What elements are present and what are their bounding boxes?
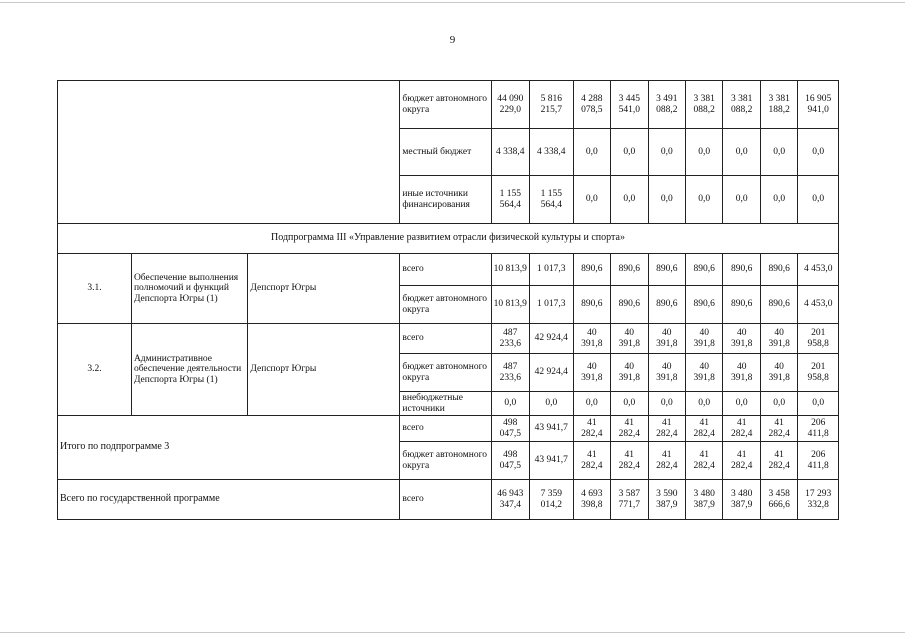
value-cell: 41 282,4	[685, 416, 722, 442]
value-cell: 0,0	[685, 129, 722, 176]
grand-total-label: Всего по государственной программе	[58, 480, 400, 520]
blank-merged-cell	[58, 81, 400, 224]
value-cell: 42 924,4	[530, 354, 574, 392]
value-cell: 890,6	[648, 286, 685, 324]
value-cell: 3 458 666,6	[760, 480, 797, 520]
value-cell: 41 282,4	[760, 416, 797, 442]
value-cell: 206 411,8	[798, 442, 839, 480]
value-cell: 40 391,8	[648, 324, 685, 354]
value-cell: 3 381 088,2	[723, 81, 760, 129]
value-cell: 0,0	[573, 176, 610, 224]
value-cell: 3 480 387,9	[685, 480, 722, 520]
value-cell: 3 381 088,2	[685, 81, 722, 129]
value-cell: 206 411,8	[798, 416, 839, 442]
value-cell: 0,0	[648, 129, 685, 176]
value-cell: 0,0	[798, 129, 839, 176]
value-cell: 41 282,4	[573, 416, 610, 442]
table-row	[58, 254, 839, 286]
value-cell: 41 282,4	[648, 442, 685, 480]
subprogram-row	[58, 224, 839, 254]
funding-source: бюджет автономного округа	[400, 81, 491, 129]
scan-edge-top	[0, 2, 905, 3]
value-cell: 890,6	[573, 286, 610, 324]
funding-source: всего	[400, 416, 491, 442]
value-cell: 4 453,0	[798, 286, 839, 324]
value-cell: 1 017,3	[530, 254, 574, 286]
item-name: Обеспечение выполнения полномочий и функций Депспорта Югры (1)	[131, 254, 247, 324]
value-cell: 201 958,8	[798, 354, 839, 392]
value-cell: 890,6	[760, 286, 797, 324]
value-cell: 498 047,5	[491, 442, 529, 480]
funding-source: иные источники финансирования	[400, 176, 491, 224]
value-cell: 41 282,4	[573, 442, 610, 480]
value-cell: 201 958,8	[798, 324, 839, 354]
funding-source: местный бюджет	[400, 129, 491, 176]
value-cell: 0,0	[573, 392, 610, 416]
value-cell: 0,0	[723, 129, 760, 176]
value-cell: 43 941,7	[530, 416, 574, 442]
value-cell: 7 359 014,2	[530, 480, 574, 520]
value-cell: 10 813,9	[491, 254, 529, 286]
value-cell: 40 391,8	[611, 324, 648, 354]
value-cell: 40 391,8	[648, 354, 685, 392]
value-cell: 43 941,7	[530, 442, 574, 480]
value-cell: 3 480 387,9	[723, 480, 760, 520]
value-cell: 40 391,8	[611, 354, 648, 392]
value-cell: 3 491 088,2	[648, 81, 685, 129]
funding-source: всего	[400, 480, 491, 520]
value-cell: 40 391,8	[573, 324, 610, 354]
value-cell: 890,6	[648, 254, 685, 286]
value-cell: 487 233,6	[491, 354, 529, 392]
value-cell: 890,6	[611, 254, 648, 286]
value-cell: 3 590 387,9	[648, 480, 685, 520]
funding-source: всего	[400, 324, 491, 354]
value-cell: 46 943 347,4	[491, 480, 529, 520]
value-cell: 0,0	[760, 176, 797, 224]
scan-edge-bottom	[0, 632, 905, 633]
value-cell: 487 233,6	[491, 324, 529, 354]
table-row	[58, 81, 839, 129]
value-cell: 4 693 398,8	[573, 480, 610, 520]
funding-source: внебюджетные источники	[400, 392, 491, 416]
value-cell: 44 090 229,0	[491, 81, 529, 129]
value-cell: 41 282,4	[723, 442, 760, 480]
value-cell: 1 017,3	[530, 286, 574, 324]
value-cell: 40 391,8	[573, 354, 610, 392]
value-cell: 0,0	[798, 176, 839, 224]
value-cell: 0,0	[491, 392, 529, 416]
table-row	[58, 416, 839, 442]
value-cell: 3 381 188,2	[760, 81, 797, 129]
value-cell: 10 813,9	[491, 286, 529, 324]
item-code: 3.1.	[58, 254, 132, 324]
value-cell: 0,0	[685, 176, 722, 224]
value-cell: 40 391,8	[723, 324, 760, 354]
value-cell: 890,6	[573, 254, 610, 286]
value-cell: 41 282,4	[685, 442, 722, 480]
item-code: 3.2.	[58, 324, 132, 416]
value-cell: 0,0	[648, 392, 685, 416]
value-cell: 41 282,4	[648, 416, 685, 442]
value-cell: 890,6	[611, 286, 648, 324]
funding-source: бюджет автономного округа	[400, 286, 491, 324]
value-cell: 40 391,8	[760, 324, 797, 354]
item-executor: Депспорт Югры	[248, 254, 400, 324]
value-cell: 0,0	[760, 392, 797, 416]
value-cell: 42 924,4	[530, 324, 574, 354]
value-cell: 0,0	[573, 129, 610, 176]
funding-source: бюджет автономного округа	[400, 354, 491, 392]
value-cell: 0,0	[648, 176, 685, 224]
value-cell: 0,0	[760, 129, 797, 176]
value-cell: 41 282,4	[723, 416, 760, 442]
value-cell: 0,0	[530, 392, 574, 416]
value-cell: 0,0	[798, 392, 839, 416]
value-cell: 890,6	[685, 286, 722, 324]
value-cell: 890,6	[723, 254, 760, 286]
value-cell: 0,0	[685, 392, 722, 416]
subprogram-title: Подпрограмма III «Управление развитием отрасли физической культуры и спорта»	[58, 224, 839, 254]
page-number: 9	[449, 34, 456, 46]
value-cell: 16 905 941,0	[798, 81, 839, 129]
value-cell: 40 391,8	[685, 354, 722, 392]
item-executor: Депспорт Югры	[248, 324, 400, 416]
value-cell: 890,6	[723, 286, 760, 324]
value-cell: 17 293 332,8	[798, 480, 839, 520]
value-cell: 1 155 564,4	[530, 176, 574, 224]
value-cell: 3 445 541,0	[611, 81, 648, 129]
budget-table	[57, 80, 839, 520]
value-cell: 40 391,8	[760, 354, 797, 392]
value-cell: 0,0	[611, 176, 648, 224]
value-cell: 0,0	[611, 392, 648, 416]
item-name: Административное обеспечение деятельности Депспорта Югры (1)	[131, 324, 247, 416]
value-cell: 0,0	[723, 176, 760, 224]
value-cell: 0,0	[723, 392, 760, 416]
funding-source: бюджет автономного округа	[400, 442, 491, 480]
value-cell: 1 155 564,4	[491, 176, 529, 224]
value-cell: 4 453,0	[798, 254, 839, 286]
value-cell: 41 282,4	[760, 442, 797, 480]
grand-total-row	[58, 480, 839, 520]
value-cell: 890,6	[760, 254, 797, 286]
value-cell: 40 391,8	[685, 324, 722, 354]
budget-table-body	[58, 81, 839, 520]
value-cell: 498 047,5	[491, 416, 529, 442]
value-cell: 5 816 215,7	[530, 81, 574, 129]
value-cell: 40 391,8	[723, 354, 760, 392]
value-cell: 41 282,4	[611, 416, 648, 442]
funding-source: всего	[400, 254, 491, 286]
value-cell: 4 338,4	[491, 129, 529, 176]
value-cell: 3 587 771,7	[611, 480, 648, 520]
subprogram-total-label: Итого по подпрограмме 3	[58, 416, 400, 480]
value-cell: 890,6	[685, 254, 722, 286]
value-cell: 0,0	[611, 129, 648, 176]
value-cell: 4 338,4	[530, 129, 574, 176]
value-cell: 4 288 078,5	[573, 81, 610, 129]
value-cell: 41 282,4	[611, 442, 648, 480]
table-row	[58, 324, 839, 354]
